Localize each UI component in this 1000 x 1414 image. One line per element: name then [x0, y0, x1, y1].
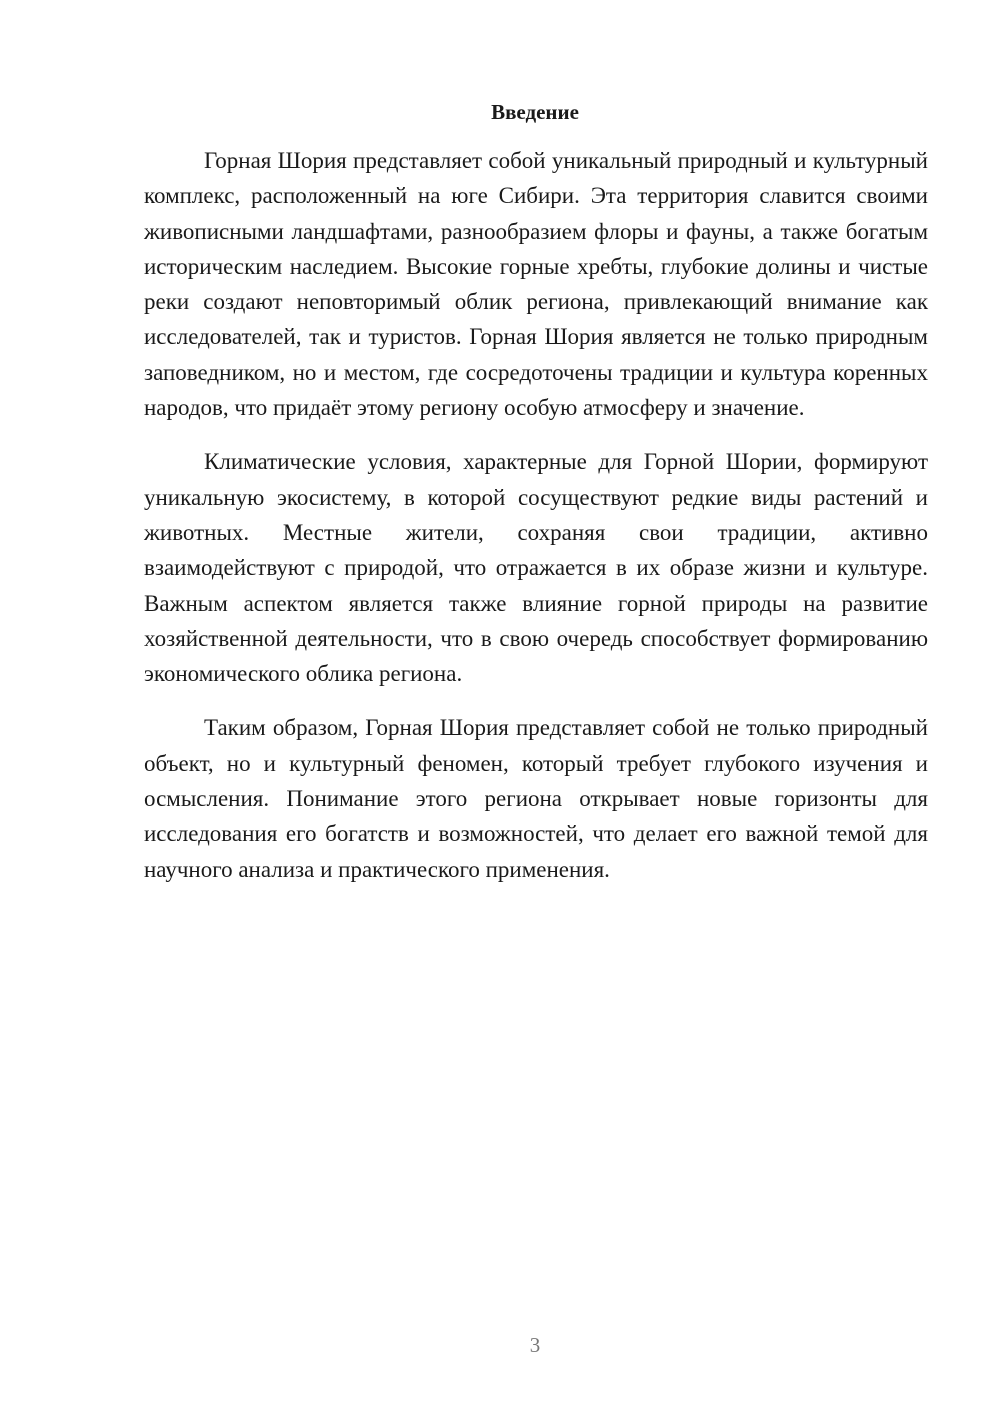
body-text — [144, 143, 928, 906]
page-number: 3 — [529, 1333, 541, 1357]
paragraph-3: Таким образом, Горная Шория представляет собой не только природный объект, но и культурный феномен, который требует глубокого изучения и осмысления. Понимание этого региона открывает новые горизонты для исследования его богатств и возможностей, что делает его важной темой для научного анализа и практического применения. — [144, 715, 928, 882]
paragraph-1: Горная Шория представляет собой уникальный природный и культурный комплекс, расположенный на юге Сибири. Эта территория славится своими живописными ландшафтами, разнообразием флоры и фауны, а также богатым историческим наследием. Высокие горные хребты, глубокие долины и чистые реки создают неповторимый облик региона, привлекающий внимание как исследователей, так и туристов. Горная Шория является не только природным заповедником, но и местом, где сосредоточены традиции и культура коренных народов, что придаёт этому региону особую атмосферу и значение. — [144, 148, 928, 421]
paragraph-2: Климатические условия, характерные для Горной Шории, формируют уникальную экосистему, в которой сосуществуют редкие виды растений и животных. Местные жители, сохраняя свои традиции, активно взаимодействуют с природой, что отражается в их образе жизни и культуре. Важным аспектом является также влияние горной природы на развитие хозяйственной деятельности, что в свою очередь способствует формированию экономического облика региона. — [144, 449, 928, 687]
section-title: Введение — [491, 100, 579, 124]
